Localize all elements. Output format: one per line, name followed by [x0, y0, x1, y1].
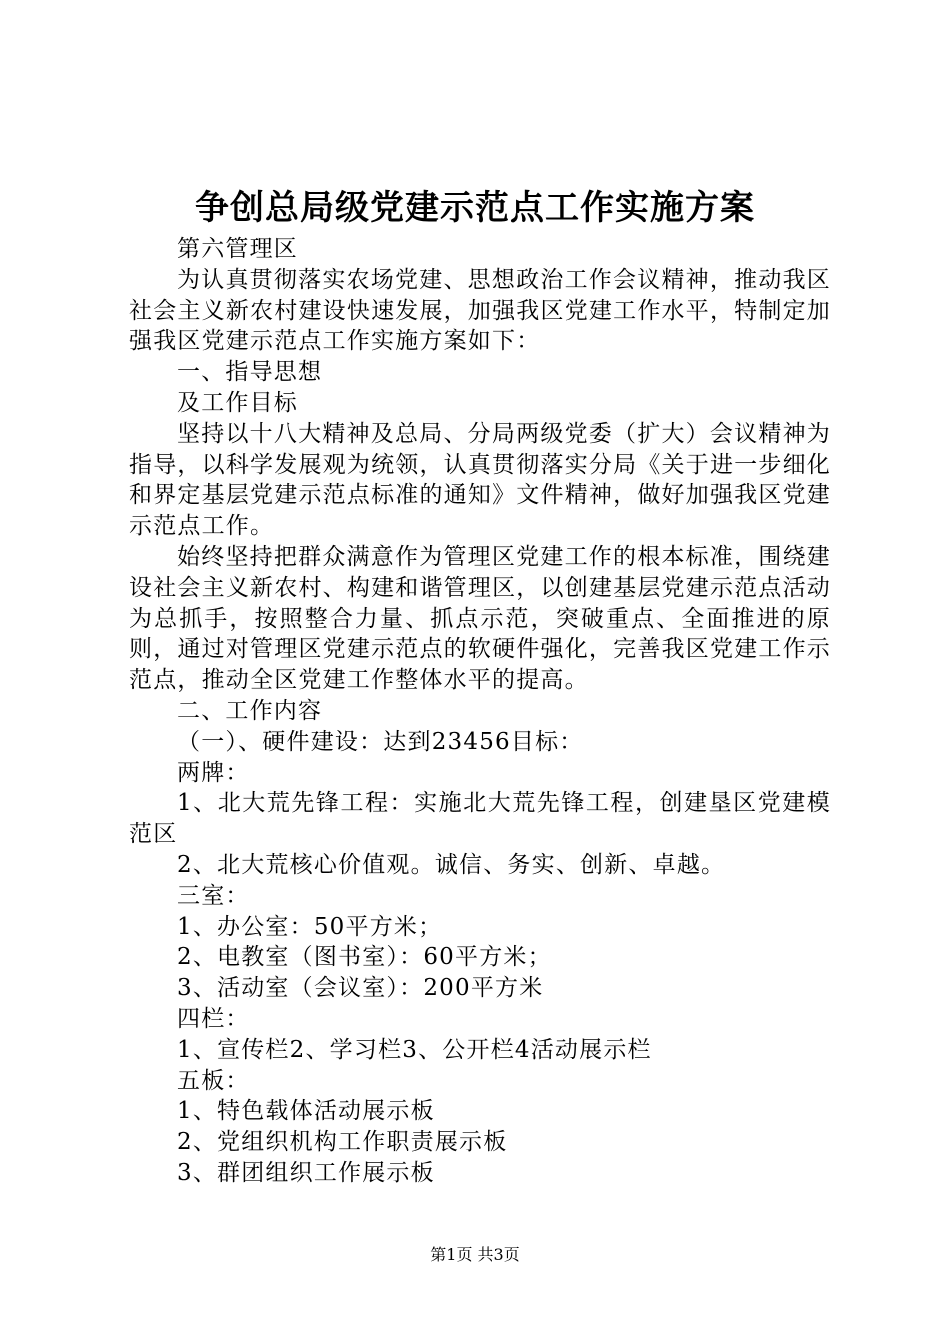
- list-heading-two-signs: 两牌：: [177, 759, 250, 786]
- paragraph-guidance: 坚持以十八大精神及总局、分局两级党委（扩大）会议精神为指导，以科学发展观为统领，认真贯彻落实分局《关于进一步细化和界定基层党建示范点标准的通知》文件精神，做好加强我区党建示范点工作。: [129, 420, 831, 540]
- list-item: 1、宣传栏2、学习栏3、公开栏4活动展示栏: [177, 1036, 652, 1063]
- list-item: 1、特色载体活动展示板: [177, 1098, 435, 1125]
- list-item: 2、党组织机构工作职责展示板: [177, 1129, 508, 1156]
- list-item: 1、北大荒先锋工程：实施北大荒先锋工程，创建垦区党建模范区: [129, 790, 831, 848]
- document-body: [129, 234, 831, 1189]
- paragraph-intro: 为认真贯彻落实农场党建、思想政治工作会议精神，推动我区社会主义新农村建设快速发展，加强我区党建工作水平，特制定加强我区党建示范点工作实施方案如下：: [129, 266, 831, 355]
- list-item: 2、电教室（图书室）：60平方米；: [177, 944, 552, 971]
- heading-work-goals: 及工作目标: [177, 389, 298, 416]
- document-title: 争创总局级党建示范点工作实施方案: [195, 188, 755, 228]
- subheading-hardware: （一）、硬件建设：达到23456目标：: [177, 728, 584, 755]
- heading-work-content: 二、工作内容: [177, 697, 323, 724]
- list-item: 1、办公室：50平方米；: [177, 913, 443, 940]
- heading-guiding-thought: 一、指导思想: [177, 359, 323, 386]
- list-item: 2、北大荒核心价值观。诚信、务实、创新、卓越。: [177, 851, 726, 878]
- list-heading-four-columns: 四栏：: [177, 1005, 250, 1032]
- list-item: 3、群团组织工作展示板: [177, 1159, 435, 1186]
- paragraph-standard: 始终坚持把群众满意作为管理区党建工作的根本标准，围绕建设社会主义新农村、构建和谐管理区，以创建基层党建示范点活动为总抓手，按照整合力量、抓点示范，突破重点、全面推进的原则，通过对管理区党建示范点的软硬件强化，完善我区党建工作示范点，推动全区党建工作整体水平的提高。: [129, 543, 831, 694]
- list-item: 3、活动室（会议室）：200平方米: [177, 975, 544, 1002]
- list-heading-five-boards: 五板：: [177, 1067, 250, 1094]
- page-footer: 第1页 共3页: [430, 1245, 520, 1264]
- paragraph-issuer: 第六管理区: [177, 236, 298, 262]
- list-heading-three-rooms: 三室：: [177, 882, 250, 909]
